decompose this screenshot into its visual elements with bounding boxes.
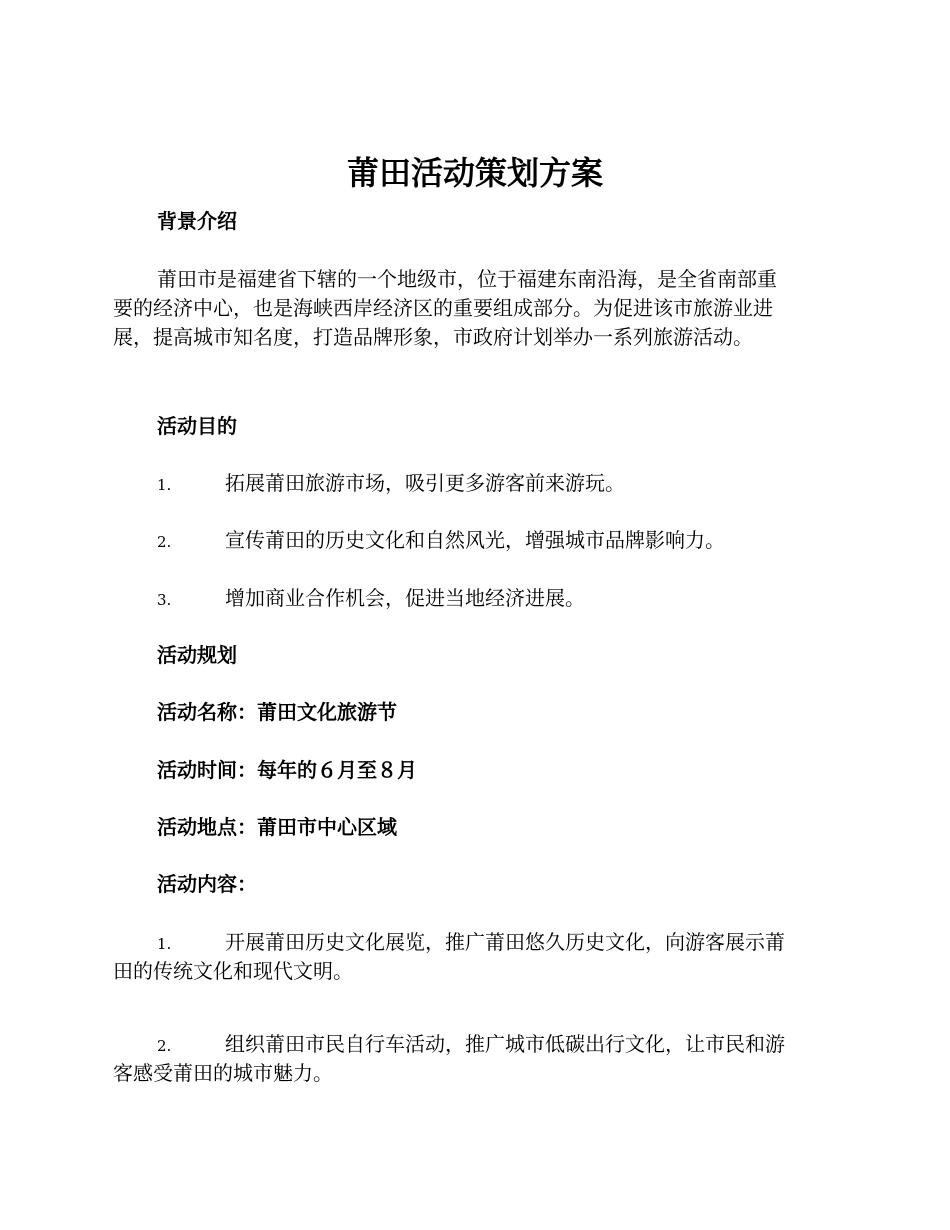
list-text: 宣传莆田的历史文化和自然风光，增强城市品牌影响力。 — [225, 528, 725, 552]
document-title: 莆田活动策划方案 — [346, 154, 603, 192]
list-item — [113, 1030, 837, 1088]
paragraph-line: 展，提高城市知名度，打造品牌形象，市政府计划举办一系列旅游活动。 — [113, 325, 753, 349]
list-item — [113, 928, 837, 986]
section-heading-background: 背景介绍 — [157, 209, 237, 233]
list-number: 2. — [157, 533, 172, 551]
list-text: 增加商业合作机会，促进当地经济进展。 — [225, 586, 585, 610]
section-heading-plan: 活动规划 — [157, 643, 237, 667]
list-text-continuation: 田的传统文化和现代文明。 — [113, 959, 353, 983]
paragraph-line: 莆田市是福建省下辖的一个地级市，位于福建东南沿海，是全省南部重 — [157, 267, 777, 291]
list-number: 1. — [157, 935, 172, 953]
list-text-continuation: 客感受莆田的城市魅力。 — [113, 1061, 333, 1085]
event-location: 活动地点：莆田市中心区域 — [157, 815, 397, 839]
list-text: 拓展莆田旅游市场，吸引更多游客前来游玩。 — [225, 471, 625, 495]
paragraph-line: 要的经济中心，也是海峡西岸经济区的重要组成部分。为促进该市旅游业进 — [113, 296, 773, 320]
section-heading-content: 活动内容： — [157, 872, 257, 896]
list-number: 2. — [157, 1037, 172, 1055]
background-paragraph — [113, 265, 837, 352]
section-heading-purpose: 活动目的 — [157, 414, 237, 438]
list-text: 开展莆田历史文化展览，推广莆田悠久历史文化，向游客展示莆 — [225, 930, 785, 954]
list-number: 3. — [157, 591, 172, 609]
list-item — [113, 469, 837, 498]
event-time: 活动时间：每年的６月至８月 — [157, 758, 417, 782]
list-text: 组织莆田市民自行车活动，推广城市低碳出行文化，让市民和游 — [225, 1032, 785, 1056]
event-name: 活动名称：莆田文化旅游节 — [157, 700, 397, 724]
list-item — [113, 584, 837, 613]
list-item — [113, 526, 837, 555]
list-number: 1. — [157, 476, 172, 494]
